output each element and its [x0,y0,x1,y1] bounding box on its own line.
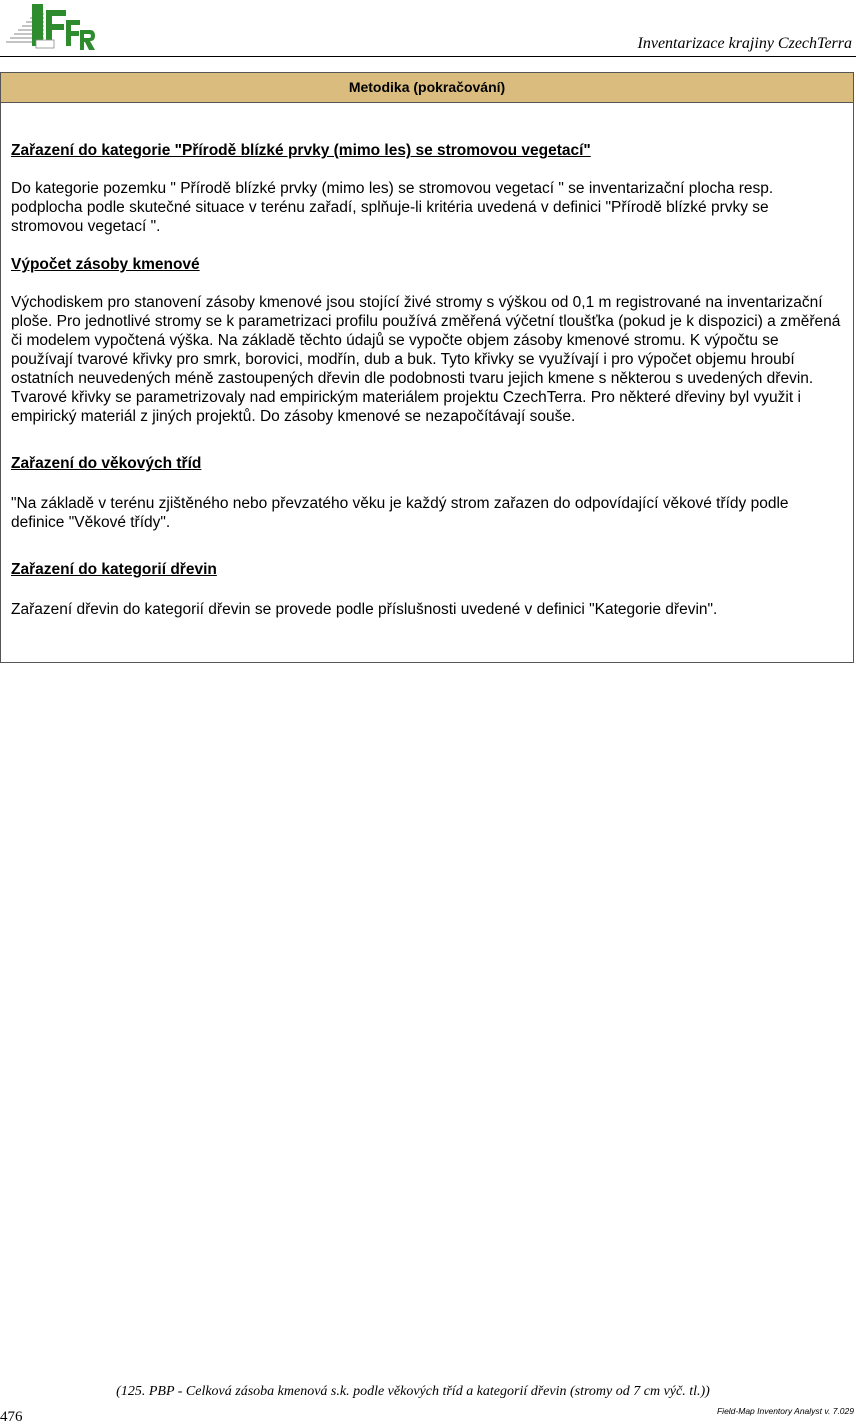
document-header-title: Inventarizace krajiny CzechTerra [637,35,852,52]
product-version: Field-Map Inventory Analyst v. 7.029 [716,1406,854,1416]
section-paragraph: Východiskem pro stanovení zásoby kmenové jsou stojící živé stromy s výškou od 0,1 m registrované na inventarizační ploše. Pro jednotlivé stromy se k parametrizaci profilu používá změřená výčetní tloušťka (pokud je k dispozici) a změřená či modelem vypočtená výška. Na základě těchto údajů se vypočte objem zásoby kmenové stromu. K výpočtu se používají tvarové křivky pro smrk, borovici, modřín, dub a buk. Tyto křivky se využívají i pro výpočet objemu hroubí ostatních neuvedených méně zastoupených dřevin dle podobnosti tvaru jejich kmene s některou s uvedených dřevin. Tvarové křivky se parametrizovaly nad empirickým materiálem projektu CzechTerra. Pro některé dřeviny byl využit i empirický materiál z jiných projektů. Do zásoby kmenové se nezapočítávají souše. [11,294,841,425]
panel-content [1,103,853,619]
methodology-panel [0,72,854,663]
report-caption-text: (125. PBP - Celková zásoba kmenová s.k. podle věkových tříd a kategorií dřevin (stromy od 7 cm výč. tl.)) [116,1384,710,1399]
section-heading: Zařazení do kategorie "Přírodě blízké prvky (mimo les) se stromovou vegetací" [11,142,591,159]
section-paragraph: "Na základě v terénu zjištěného nebo převzatého věku je každý strom zařazen do odpovídající věkové třídy podle definice "Věkové třídy". [11,495,789,531]
section-heading: Zařazení do věkových tříd [11,455,202,472]
report-caption [0,1384,856,1400]
header-divider [0,56,856,57]
section-heading: Výpočet zásoby kmenové [11,256,200,273]
ifer-logo [4,2,96,52]
page-number: 476 [0,1409,23,1425]
section-paragraph: Do kategorie pozemku " Přírodě blízké prvky (mimo les) se stromovou vegetací " se inventarizační plocha resp. podplocha podle skutečné situace v terénu zařadí, splňuje-li kritéria uvedená v definici "Přírodě blízké prvky se stromovou vegetací ". [11,180,774,235]
section-heading: Zařazení do kategorií dřevin [11,561,217,578]
section-paragraph: Zařazení dřevin do kategorií dřevin se provede podle příslušnosti uvedené v definici "Kategorie dřevin". [11,601,718,618]
panel-title: Metodika (pokračování) [1,73,853,103]
